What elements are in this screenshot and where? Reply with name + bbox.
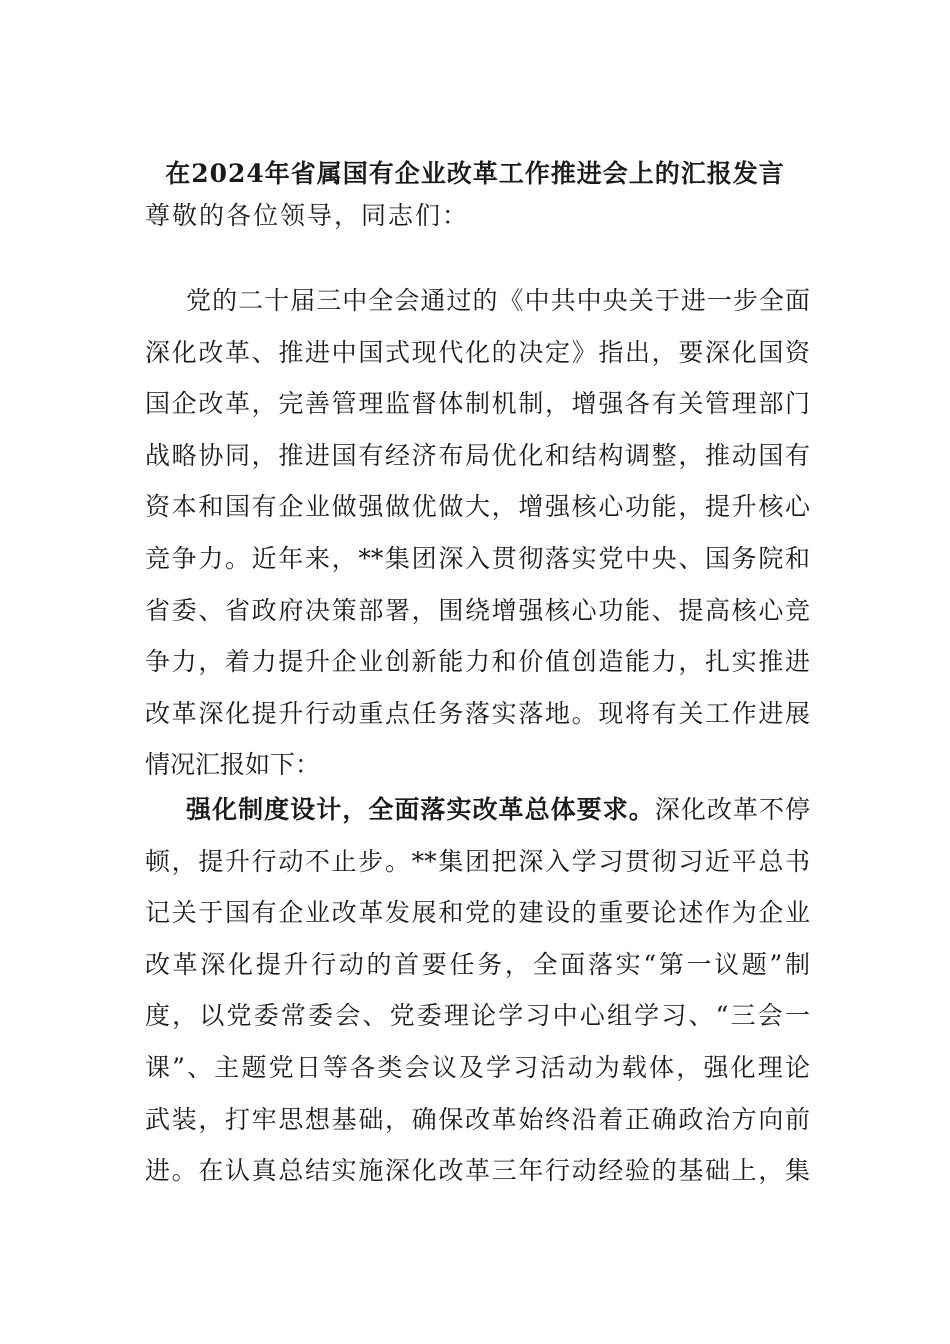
paragraph-line: 度，以党委常委会、党委理论学习中心组学习、“三会一 <box>145 1001 810 1031</box>
paragraph-line: 竞争力。近年来，**集团深入贯彻落实党中央、国务院和 <box>145 543 810 573</box>
paragraph-line: 进。在认真总结实施深化改革三年行动经验的基础上，集 <box>145 1156 810 1186</box>
paragraph-line: 改革深化提升行动重点任务落实落地。现将有关工作进展 <box>145 698 810 728</box>
paragraph-line: 省委、省政府决策部署，围绕增强核心功能、提高核心竞 <box>145 595 810 625</box>
salutation: 尊敬的各位领导，同志们： <box>145 201 470 230</box>
paragraph-line: 改革深化提升行动的首要任务，全面落实“第一议题”制 <box>145 949 810 979</box>
paragraph-intro <box>145 275 810 791</box>
paragraph-line: 顿，提升行动不止步。**集团把深入学习贯彻习近平总书 <box>145 846 810 876</box>
paragraph-line: 党的二十届三中全会通过的《中共中央关于进一步全面 <box>185 286 810 315</box>
paragraph-line: 争力，着力提升企业创新能力和价值创造能力，扎实推进 <box>145 647 810 677</box>
paragraph-line: 强化制度设计，全面落实改革总体要求。深化改革不停 <box>185 795 810 824</box>
paragraph-reform-design <box>145 784 810 1197</box>
paragraph-line: 深化改革、推进中国式现代化的决定》指出，要深化国资 <box>145 337 810 367</box>
paragraph-line: 记关于国有企业改革发展和党的建设的重要论述作为企业 <box>145 898 810 928</box>
paragraph-line: 战略协同，推进国有经济布局优化和结构调整，推动国有 <box>145 440 810 470</box>
document-title: 在2024年省属国有企业改革工作推进会上的汇报发言 <box>165 159 785 188</box>
paragraph-line: 情况汇报如下： <box>145 750 321 780</box>
section-heading: 强化制度设计，全面落实改革总体要求。 <box>185 795 655 824</box>
paragraph-line: 资本和国有企业做强做优做大，增强核心功能，提升核心 <box>145 492 810 522</box>
paragraph-line: 武装，打牢思想基础，确保改革始终沿着正确政治方向前 <box>145 1104 810 1134</box>
paragraph-line: 国企改革，完善管理监督体制机制，增强各有关管理部门 <box>145 389 810 419</box>
paragraph-line: 课”、主题党日等各类会议及学习活动为载体，强化理论 <box>145 1052 810 1082</box>
